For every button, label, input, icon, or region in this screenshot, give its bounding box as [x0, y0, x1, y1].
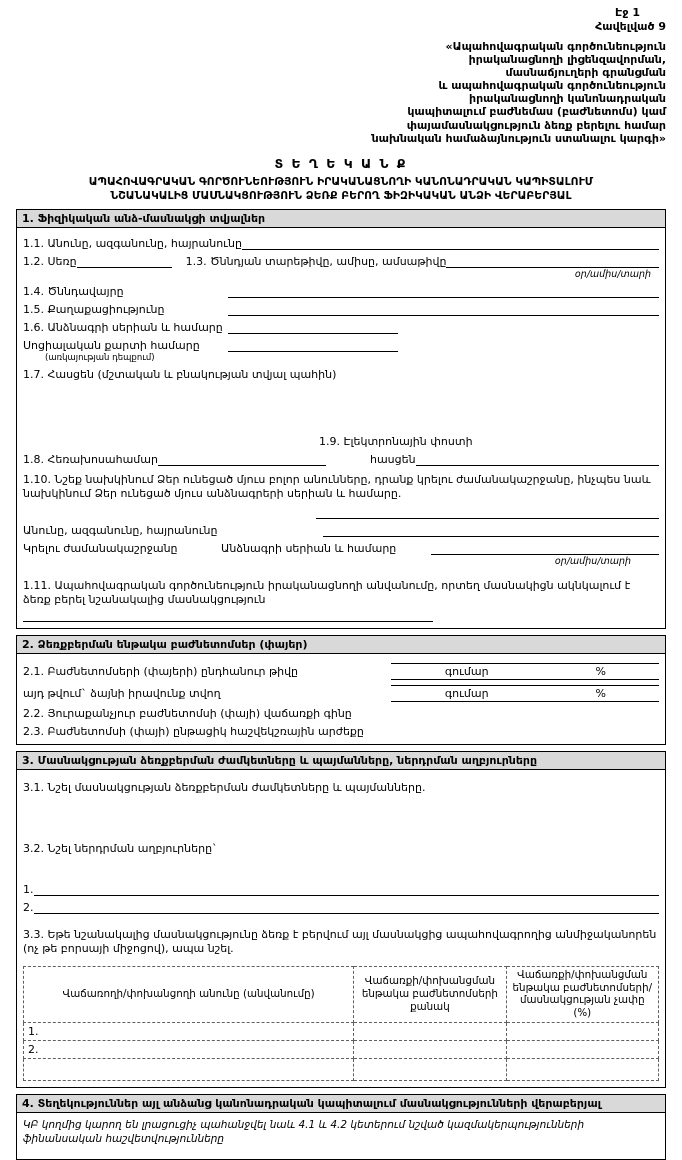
amount-label-2: գումար — [444, 686, 489, 700]
quote-line: նախնական համաձայնություն ստանալու կարգի» — [371, 131, 666, 145]
social-card-note: (առկայության դեպքում) — [45, 353, 155, 364]
former-name-blank-2[interactable] — [323, 525, 659, 537]
section-3-body — [17, 770, 665, 1088]
section-4-body — [17, 1113, 665, 1159]
field-1-11-label: 1.11. Ապահովագրական գործունեություն իրականացնողի անվանումը, որտեղ մասնակիցն ակնկալում է ձեռք բերել նշանակալից մասնակցություն — [23, 578, 631, 606]
field-1-3-blank[interactable] — [446, 256, 659, 268]
transfer-row-1-quantity-cell[interactable] — [354, 1023, 506, 1041]
field-1-9-blank[interactable] — [416, 454, 659, 466]
passport-label: Անձնագրի սերիան և համարը — [221, 541, 397, 555]
quote-line: իրականացնողի լիցենզավորման, — [468, 52, 666, 66]
document-title: Տ Ե Ղ Ե Կ Ա Ն Ք — [274, 156, 408, 171]
source-item-2-blank[interactable] — [34, 902, 660, 914]
transfer-row-1-seller-cell[interactable]: 1. — [24, 1023, 354, 1041]
terms-write-area[interactable] — [23, 795, 659, 835]
field-1-5-label: 1.5. Քաղաքացիությունը — [23, 303, 165, 317]
former-name-blank-row — [23, 507, 659, 519]
transfer-row-3-percent-cell[interactable] — [506, 1059, 658, 1081]
field-1-3-label: 1.3. Ծննդյան տարեթիվը, ամիսը, ամսաթիվը — [185, 255, 447, 269]
amount-label-1: գումար — [444, 664, 489, 678]
period-passport-row — [23, 542, 659, 555]
field-1-2-label: 1.2. Սեռը — [23, 255, 77, 269]
address-write-area[interactable] — [23, 381, 659, 429]
section-1-body — [17, 228, 665, 627]
regulation-quote — [16, 40, 666, 146]
former-name-label: Անունը, ազգանունը, հայրանունը — [23, 523, 218, 537]
field-1-7-row — [23, 368, 659, 381]
transfer-row-3-seller-cell[interactable] — [24, 1059, 354, 1081]
field-1-8-label: 1.8. Հեռախոսահամար — [23, 453, 158, 467]
social-card-blank[interactable] — [228, 340, 398, 352]
field-1-4-blank[interactable] — [228, 286, 659, 298]
transfer-row-2-seller-cell[interactable]: 2. — [24, 1041, 354, 1059]
field-3-1-label: 3.1. Նշել մասնակցության ձեռքբերման ժամկետները և պայմանները. — [23, 780, 426, 794]
quote-line: «Ապահովագրական գործունեություն — [445, 39, 666, 53]
transfer-col-seller-header: Վաճառողի/փոխանցողի անունը (անվանումը) — [24, 966, 354, 1022]
field-1-6-blank[interactable] — [228, 322, 398, 334]
date-format-hint-2: օր/ամիս/տարի — [554, 555, 631, 567]
source-item-1-blank[interactable] — [34, 884, 660, 896]
field-2-3-row — [23, 725, 659, 738]
field-2-2-label: 2.2. Յուրաքանչյուր բաժնետոմսի (փայի) վաճառքի գինը — [23, 706, 352, 720]
date-format-hint: օր/ամիս/տարի — [574, 269, 651, 281]
field-1-9-label-line2: հասցեն — [369, 453, 416, 467]
source-item-2-label: 2. — [23, 901, 34, 915]
social-card-label: Սոցիալական քարտի համարը — [23, 339, 200, 353]
transfer-col-percent-header: Վաճառքի/փոխանցման ենթակա բաժնետոմսերի/ մասնակցության չափը (%) — [506, 966, 658, 1022]
transfer-row-2-percent-cell[interactable] — [506, 1041, 658, 1059]
transfer-row-2-quantity-cell[interactable] — [354, 1041, 506, 1059]
section-2-header: 2. Ձեռքբերման ենթակա բաժնետոմսեր (փայեր) — [17, 636, 665, 654]
subtitle-line-2: ՆՇԱՆԱԿԱԼԻՑ ՄԱՍՆԱԿՑՈՒԹՅՈՒՆ ՁԵՌՔ ԲԵՐՈՂ ՖԻԶԻԿԱԿԱՆ ԱՆՁԻ ՎԵՐԱԲԵՐՅԱԼ — [110, 189, 572, 203]
section-4-header: 4. Տեղեկություններ այլ անձանց կանոնադրական կապիտալում մասնակցությունների վերաբերյալ — [17, 1095, 665, 1113]
field-1-8-1-9-row — [23, 453, 659, 466]
field-1-1-row — [23, 237, 659, 250]
section-2-body — [17, 654, 665, 744]
field-1-7-label: 1.7. Հասցեն (մշտական և բնակության տվյալ պահին) — [23, 368, 337, 382]
quote-line: իրականացնողի կանոնադրական — [469, 92, 666, 106]
sources-write-area[interactable] — [23, 856, 659, 878]
source-item-1-label: 1. — [23, 883, 34, 897]
section-3 — [16, 751, 666, 1089]
field-1-6-row — [23, 321, 659, 334]
percent-label-1: % — [595, 664, 606, 678]
period-label: Կրելու ժամանակաշրջանը — [23, 541, 178, 555]
transfer-table — [23, 966, 659, 1081]
section-1-header: 1. Ֆիզիկական անձ-մասնակցի տվյալներ — [17, 210, 665, 228]
page-header — [16, 6, 666, 34]
field-1-1-blank[interactable] — [242, 238, 659, 250]
appendix-label: Հավելված 9 — [595, 19, 666, 33]
source-item-2-row — [23, 901, 659, 914]
cb-additional-request-note: ԿԲ կողմից կարող են լրացուցիչ պահանջվել նաև 4.1 և 4.2 կետերում նշված կազմակերպությունների ֆինանսական հաշվետվությունները — [23, 1119, 585, 1145]
former-name-blank-1[interactable] — [316, 507, 659, 519]
field-2-1-label: 2.1. Բաժնետոմսերի (փայերի) ընդհանուր թիվը — [23, 664, 299, 678]
field-2-1b-label: այդ թվում` ձայնի իրավունք տվող — [23, 686, 221, 700]
field-2-3-label: 2.3. Բաժնետոմսի (փայի) ընթացիկ հաշվեկշռային արժեքը — [23, 724, 364, 738]
field-1-4-label: 1.4. Ծննդավայրը — [23, 285, 124, 299]
field-1-2-blank[interactable] — [77, 256, 172, 268]
field-3-2-label: 3.2. Նշել ներդրման աղբյուրները` — [23, 841, 218, 855]
table-row — [24, 1023, 659, 1041]
field-2-1b-row — [23, 685, 659, 702]
social-card-row — [23, 339, 659, 352]
table-row — [24, 1041, 659, 1059]
quote-line: մասնաճյուղերի գրանցման — [505, 65, 666, 79]
field-1-9-label-line1: 1.9. Էլեկտրոնային փոստի — [319, 435, 473, 449]
transfer-row-1-percent-cell[interactable] — [506, 1023, 658, 1041]
field-3-3-label: 3.3. Եթե նշանակալից մասնակցությունը ձեռք է բերվում այլ մասնակցից ապահովագրողից անմիջականորեն (ոչ թե բորսայի միջոցով), ապա նշել. — [23, 928, 657, 956]
section-1 — [16, 209, 666, 628]
amount-percent-box-2[interactable] — [391, 685, 659, 702]
field-1-5-blank[interactable] — [228, 304, 659, 316]
percent-label-2: % — [595, 686, 606, 700]
field-1-6-label: 1.6. Անձնագրի սերիան և համարը — [23, 321, 223, 335]
quote-line: կապիտալում բաժնեմաս (բաժնետոմս) կամ — [407, 105, 666, 119]
passport-blank[interactable] — [431, 543, 659, 555]
quote-line: և ապահովագրական գործունեություն — [438, 79, 666, 93]
field-1-4-row — [23, 285, 659, 298]
section-2 — [16, 635, 666, 745]
document-subtitle — [16, 175, 666, 203]
subtitle-line-1: ԱՊԱՀՈՎԱԳՐԱԿԱՆ ԳՈՐԾՈՒՆԵՈՒԹՅՈՒՆ ԻՐԱԿԱՆԱՑՆՈՂԻ ԿԱՆՈՆԱԴՐԱԿԱՆ ԿԱՊԻՏԱԼՈՒՄ — [88, 175, 594, 188]
page-number: Էջ 1 — [615, 6, 640, 19]
transfer-table-header-row — [24, 966, 659, 1022]
table-row — [24, 1059, 659, 1081]
section-3-header: 3. Մասնակցության ձեռքբերման ժամկետները և պայմանները, ներդրման աղբյուրները — [17, 752, 665, 770]
amount-percent-box-1[interactable] — [391, 663, 659, 680]
field-1-11-blank[interactable] — [23, 610, 433, 622]
field-1-2-1-3-row — [23, 255, 659, 268]
field-1-1-label: 1.1. Անունը, ազգանունը, հայրանունը — [23, 237, 242, 251]
section-4 — [16, 1094, 666, 1160]
field-2-2-row — [23, 707, 659, 720]
field-1-5-row — [23, 303, 659, 316]
transfer-row-3-quantity-cell[interactable] — [354, 1059, 506, 1081]
field-2-1-row — [23, 663, 659, 680]
former-name-row — [23, 524, 659, 537]
transfer-col-quantity-header: Վաճառքի/փոխանցման ենթակա բաժնետոմսերի քանակ — [354, 966, 506, 1022]
quote-line: փայամասնակցություն ձեռք բերելու համար — [406, 118, 666, 132]
field-1-11-row — [23, 579, 659, 622]
source-item-1-row — [23, 883, 659, 896]
field-1-8-blank[interactable] — [158, 454, 326, 466]
field-1-10-label: 1.10. Նշեք նախկինում Ձեր ունեցած մյուս բոլոր անունները, դրանք կրելու ժամանակաշրջանը, ինչպես նաև նախկինում Ձեր ունեցած մյուս անձնագրերի սերիան և համարը. — [23, 473, 651, 501]
